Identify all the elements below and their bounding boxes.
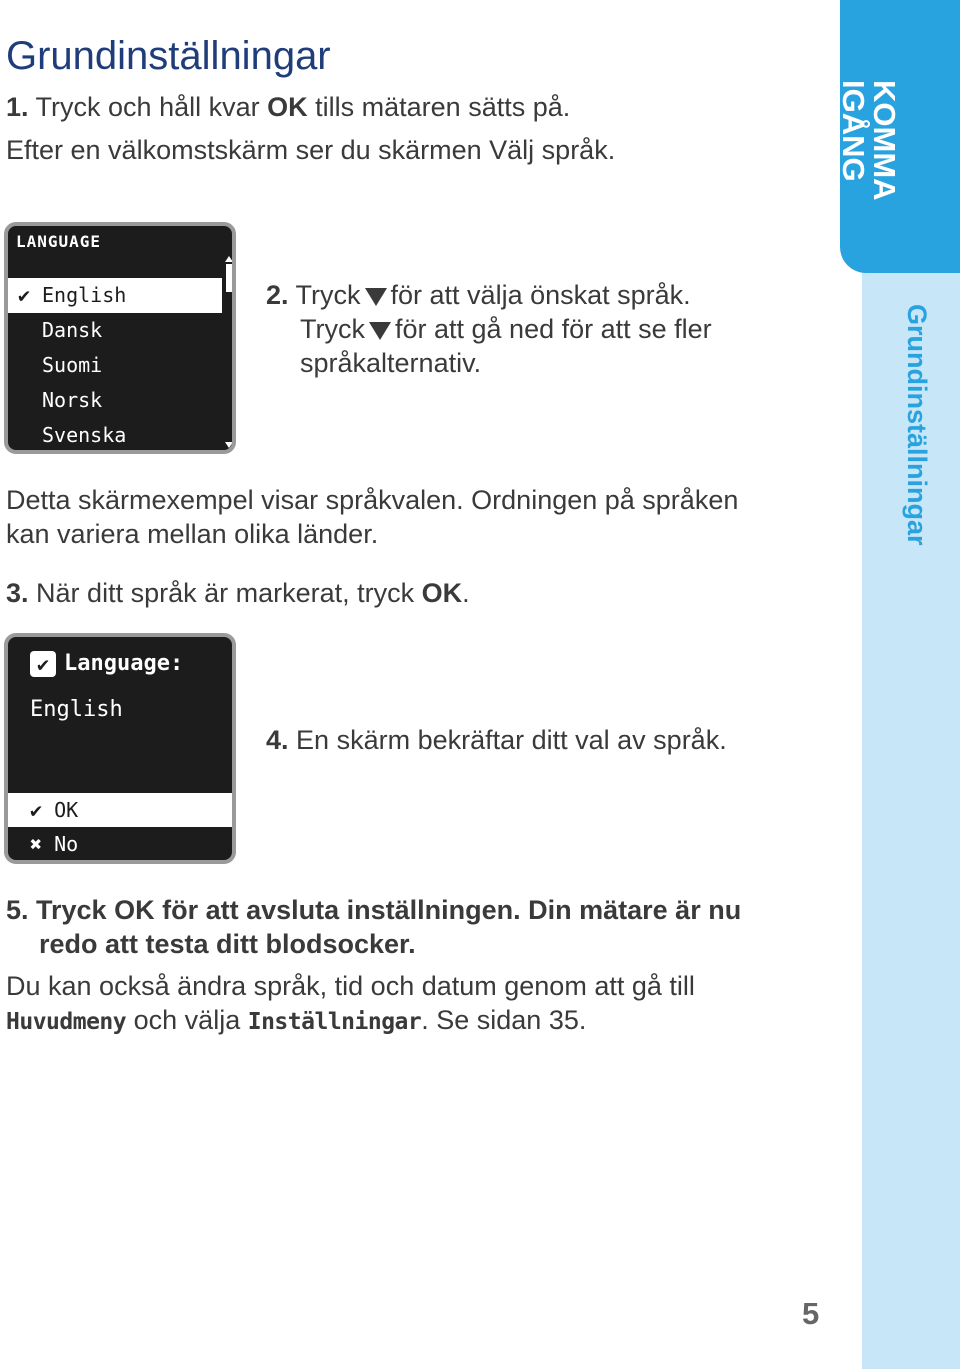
section-tab-label bbox=[838, 80, 900, 201]
language-list-screen bbox=[4, 222, 236, 454]
confirm-title bbox=[30, 651, 183, 677]
note-line1: Detta skärmexempel visar språkvalen. Ordningen på språken bbox=[6, 485, 739, 515]
page-title: Grundinställningar bbox=[6, 34, 331, 78]
step3-end: . bbox=[462, 578, 470, 608]
footer-line1: Du kan också ändra språk, tid och datum genom att gå till bbox=[6, 971, 695, 1001]
ok-label: OK bbox=[54, 798, 79, 822]
no-option[interactable] bbox=[8, 827, 232, 861]
step3 bbox=[6, 576, 470, 610]
language-confirm-screen bbox=[4, 633, 236, 864]
language-item-dansk[interactable] bbox=[8, 313, 222, 348]
check-icon: ✔ bbox=[30, 798, 55, 822]
step2-line1-pre: Tryck bbox=[295, 280, 361, 310]
menu-name-settings: Inställningar bbox=[247, 1009, 422, 1035]
language-label: Suomi bbox=[42, 353, 103, 377]
step4-number: 4. bbox=[266, 725, 289, 755]
ok-option[interactable] bbox=[8, 793, 232, 827]
footer-end: . Se sidan 35. bbox=[421, 1005, 587, 1035]
step1-key: OK bbox=[267, 92, 308, 122]
step2-number: 2. bbox=[266, 280, 289, 310]
x-icon: ✖ bbox=[30, 832, 55, 856]
language-label: Svenska bbox=[42, 423, 127, 447]
step2-line3: språkalternativ. bbox=[300, 348, 482, 378]
language-label: Norsk bbox=[42, 388, 103, 412]
confirm-title-text: Language: bbox=[64, 651, 184, 676]
check-icon: ✔ bbox=[18, 283, 31, 307]
step2-line1-post: för att välja önskat språk. bbox=[390, 280, 691, 310]
step2-line2 bbox=[300, 312, 712, 346]
scroll-down-icon bbox=[225, 442, 233, 448]
language-item-svenska[interactable] bbox=[8, 418, 222, 453]
language-item-norsk[interactable] bbox=[8, 383, 222, 418]
language-item-suomi[interactable] bbox=[8, 348, 222, 383]
step1-post: tills mätaren sätts på. bbox=[315, 92, 571, 122]
step2-line1 bbox=[266, 278, 691, 312]
step5-line1: 5. Tryck OK för att avsluta inställningen. Din mätare är nu bbox=[6, 895, 742, 925]
step3-text: När ditt språk är markerat, tryck bbox=[36, 578, 415, 608]
tab-line2: IGÅNG bbox=[836, 80, 871, 182]
language-list bbox=[8, 278, 222, 453]
step3-key: OK bbox=[421, 578, 463, 608]
tab-line1: KOMMA bbox=[867, 80, 902, 201]
language-label: Dansk bbox=[42, 318, 103, 342]
scroll-thumb bbox=[226, 264, 232, 292]
down-arrow-icon bbox=[369, 322, 391, 340]
step3-number: 3. bbox=[6, 578, 29, 608]
menu-name-main: Huvudmeny bbox=[6, 1009, 127, 1035]
page-number: 5 bbox=[802, 1296, 820, 1331]
screen-header: LANGUAGE bbox=[16, 232, 102, 251]
step1-line1 bbox=[6, 90, 570, 124]
scroll-up-icon bbox=[225, 256, 233, 262]
checkbox-icon: ✔ bbox=[30, 651, 56, 677]
note-line2: kan variera mellan olika länder. bbox=[6, 519, 379, 549]
selected-language: English bbox=[30, 697, 123, 722]
step4 bbox=[266, 723, 727, 757]
step4-text: En skärm bekräftar ditt val av språk. bbox=[296, 725, 727, 755]
footer-line2 bbox=[6, 1003, 586, 1039]
step1-pre: Tryck och håll kvar bbox=[35, 92, 260, 122]
down-arrow-icon bbox=[365, 288, 387, 306]
step5-line2: redo att testa ditt blodsocker. bbox=[39, 929, 416, 959]
step2-line2-pre: Tryck bbox=[300, 314, 365, 344]
language-item-english[interactable] bbox=[8, 278, 222, 313]
footer-mid: och välja bbox=[133, 1005, 241, 1035]
sidebar-section-label: Grundinställningar bbox=[902, 304, 932, 546]
step1-line2: Efter en välkomstskärm ser du skärmen Välj språk. bbox=[6, 135, 616, 165]
step2-line2-post: för att gå ned för att se fler bbox=[394, 314, 712, 344]
no-label: No bbox=[54, 832, 79, 856]
step1-number: 1. bbox=[6, 92, 29, 122]
scrollbar[interactable] bbox=[225, 256, 233, 448]
language-label: English bbox=[42, 283, 127, 307]
